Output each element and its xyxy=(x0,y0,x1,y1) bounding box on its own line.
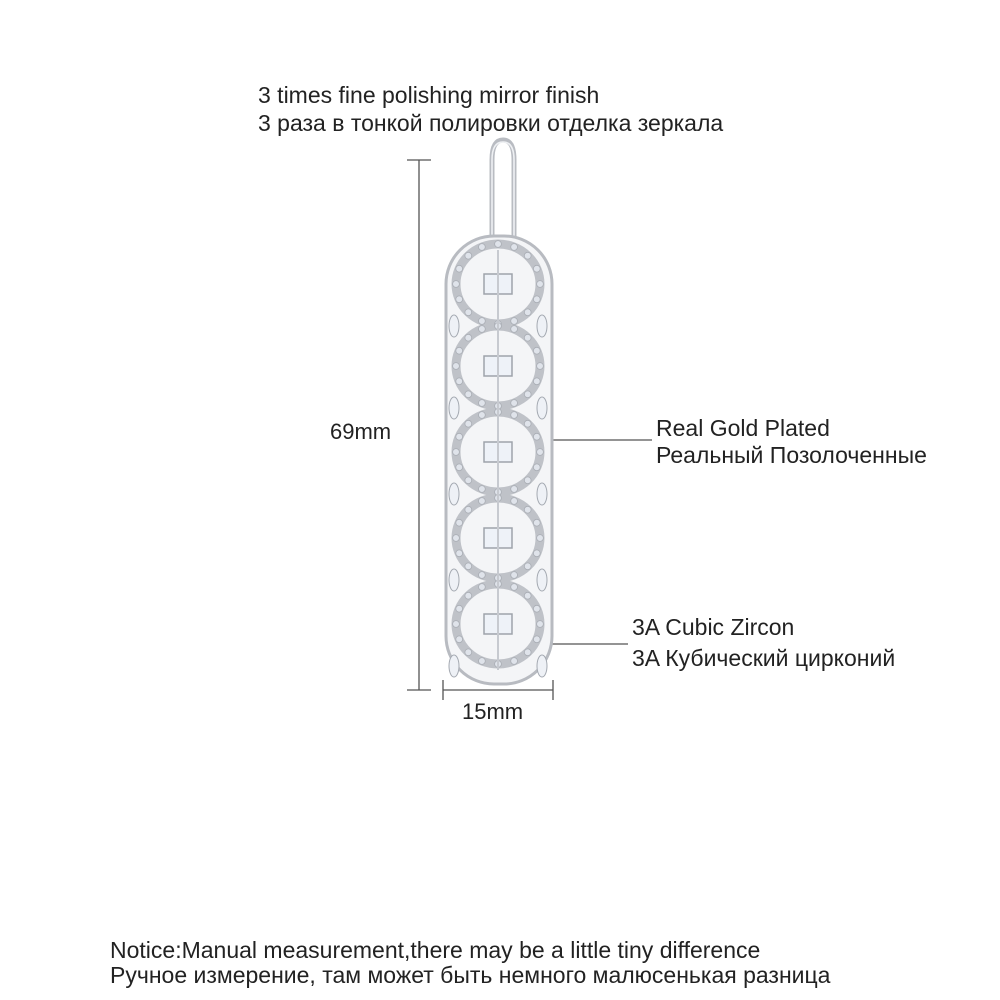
pave-stone xyxy=(524,592,531,599)
pave-stone xyxy=(465,649,472,656)
pave-stone xyxy=(537,363,544,370)
height-dimension xyxy=(407,160,431,690)
pave-stone xyxy=(524,334,531,341)
width-measurement: 15mm xyxy=(462,699,524,724)
marquise-stone xyxy=(449,397,459,419)
pave-stone xyxy=(511,498,518,505)
pave-stone xyxy=(465,334,472,341)
marquise-stone xyxy=(449,483,459,505)
pave-stone xyxy=(456,550,463,557)
finish-label-english: 3 times fine polishing mirror finish xyxy=(258,82,600,108)
marquise-stone xyxy=(537,315,547,337)
marquise-stone xyxy=(537,569,547,591)
pave-stone xyxy=(479,486,486,493)
marquise-stone xyxy=(449,569,459,591)
pave-stone xyxy=(524,252,531,259)
pave-stone xyxy=(524,309,531,316)
gold-plated-label-russian: Реальный Позолоченные xyxy=(656,442,927,468)
pave-stone xyxy=(479,326,486,333)
pave-stone xyxy=(453,363,460,370)
pave-stone xyxy=(456,265,463,272)
pave-stone xyxy=(465,592,472,599)
pave-stone xyxy=(479,318,486,325)
marquise-stone xyxy=(537,397,547,419)
pave-stone xyxy=(479,572,486,579)
pave-stone xyxy=(537,281,544,288)
pave-stone xyxy=(453,281,460,288)
pave-stone xyxy=(456,347,463,354)
pave-stone xyxy=(456,464,463,471)
pave-stone xyxy=(533,433,540,440)
notice-text-english: Notice:Manual measurement,there may be a little tiny difference xyxy=(110,937,761,963)
pave-stone xyxy=(524,563,531,570)
hair-clip-body xyxy=(446,236,552,684)
marquise-stone xyxy=(537,655,547,677)
pave-stone xyxy=(465,391,472,398)
marquise-stone xyxy=(537,483,547,505)
gold-plated-label-english: Real Gold Plated xyxy=(656,415,830,441)
pave-stone xyxy=(537,535,544,542)
pave-stone xyxy=(533,378,540,385)
pave-stone xyxy=(511,486,518,493)
pave-stone xyxy=(533,296,540,303)
pave-stone xyxy=(456,519,463,526)
pave-stone xyxy=(511,318,518,325)
pave-stone xyxy=(533,550,540,557)
pave-stone xyxy=(465,252,472,259)
pave-stone xyxy=(456,378,463,385)
pave-stone xyxy=(465,477,472,484)
zircon-label-russian: 3A Кубический цирконий xyxy=(632,645,896,671)
pave-stone xyxy=(465,309,472,316)
pave-stone xyxy=(511,244,518,251)
pave-stone xyxy=(511,572,518,579)
pave-stone xyxy=(453,535,460,542)
pave-stone xyxy=(533,464,540,471)
pave-stone xyxy=(537,449,544,456)
pave-stone xyxy=(533,519,540,526)
pave-stone xyxy=(511,400,518,407)
pave-stone xyxy=(453,621,460,628)
pave-stone xyxy=(453,449,460,456)
pave-stone xyxy=(479,400,486,407)
pave-stone xyxy=(511,326,518,333)
pave-stone xyxy=(511,412,518,419)
pave-stone xyxy=(511,584,518,591)
pave-stone xyxy=(524,477,531,484)
marquise-stone xyxy=(449,655,459,677)
pave-stone xyxy=(456,636,463,643)
pave-stone xyxy=(495,241,502,248)
height-measurement: 69mm xyxy=(330,419,392,444)
pave-stone xyxy=(533,265,540,272)
pave-stone xyxy=(511,658,518,665)
pave-stone xyxy=(524,649,531,656)
pave-stone xyxy=(524,391,531,398)
pave-stone xyxy=(524,506,531,513)
pave-stone xyxy=(533,347,540,354)
pave-stone xyxy=(479,244,486,251)
pave-stone xyxy=(479,658,486,665)
pave-stone xyxy=(533,605,540,612)
pave-stone xyxy=(533,636,540,643)
notice-text-russian: Ручное измерение, там может быть немного малюсенькая разница xyxy=(110,962,831,988)
pave-stone xyxy=(479,412,486,419)
finish-label-russian: 3 раза в тонкой полировки отделка зеркала xyxy=(258,110,724,136)
pave-stone xyxy=(456,605,463,612)
pave-stone xyxy=(479,584,486,591)
pave-stone xyxy=(465,506,472,513)
pave-stone xyxy=(537,621,544,628)
pave-stone xyxy=(456,433,463,440)
zircon-label-english: 3A Cubic Zircon xyxy=(632,614,795,640)
pave-stone xyxy=(465,563,472,570)
pave-stone xyxy=(465,420,472,427)
pave-stone xyxy=(524,420,531,427)
pave-stone xyxy=(456,296,463,303)
pave-stone xyxy=(479,498,486,505)
marquise-stone xyxy=(449,315,459,337)
